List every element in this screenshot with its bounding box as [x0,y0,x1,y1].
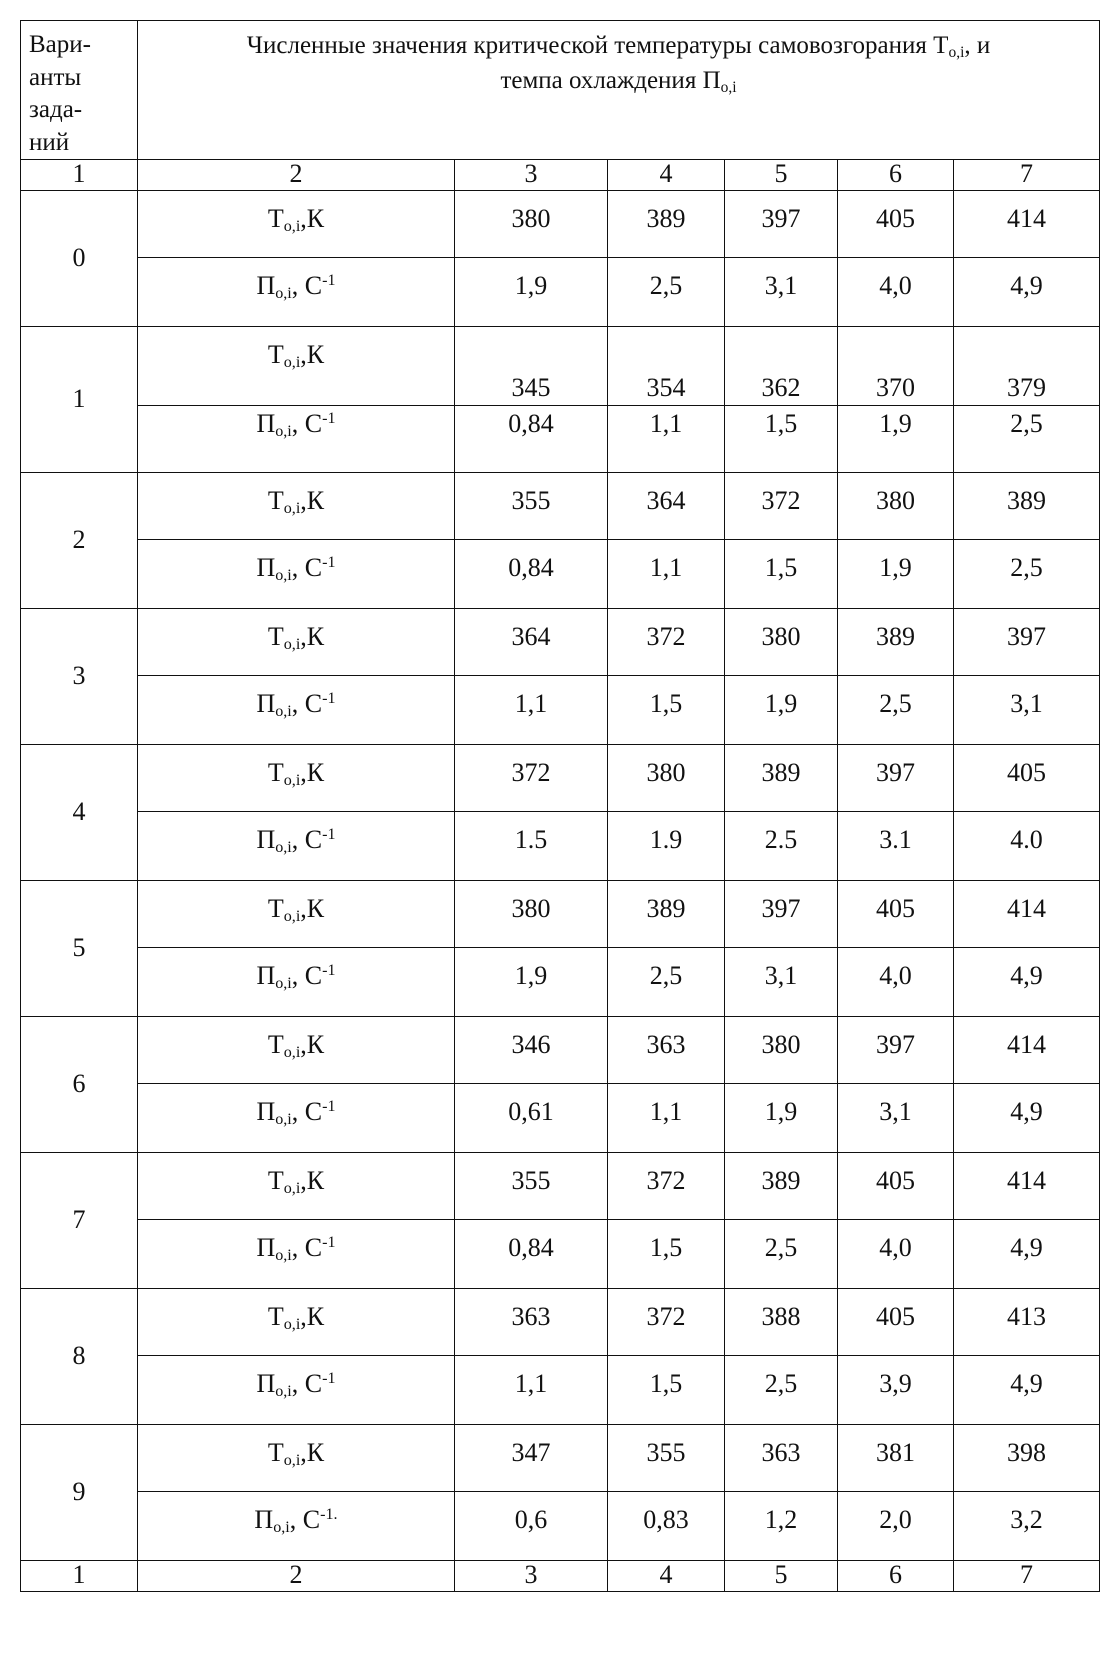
param-p-sub: o,i [273,1519,290,1537]
p-value: 4,9 [954,1220,1100,1289]
p-row [21,1084,1100,1153]
p-value: 0,61 [455,1084,608,1153]
param-p-main: П [256,271,276,300]
param-t-sub: o,i [283,354,301,372]
title-sub1: o,i [948,43,965,61]
param-p-unit: , С [289,1505,321,1534]
t-value: 372 [608,609,725,676]
table-title [138,21,1100,160]
p-value: 4,9 [954,948,1100,1017]
variants-header-text: Вари- анты зада- ний [29,31,91,156]
param-p-sup: -1 [322,410,336,428]
t-row [21,1153,1100,1220]
t-row [21,191,1100,258]
t-value: 405 [838,191,954,258]
param-p-label [138,406,455,473]
param-p-label [138,540,455,609]
param-p-unit: , С [291,271,323,300]
p-value: 1,1 [608,406,725,473]
param-p-main: П [256,1233,276,1262]
t-value: 405 [838,1289,954,1356]
p-value: 4.0 [954,812,1100,881]
param-t-main: Т [267,486,284,515]
p-value: 1,5 [725,540,838,609]
param-p-unit: , С [291,1369,323,1398]
variant-cell: 3 [21,609,138,745]
col-number: 4 [608,160,725,191]
p-value: 2,5 [838,676,954,745]
variant-cell: 6 [21,1017,138,1153]
p-value: 4,0 [838,1220,954,1289]
p-value: 4,9 [954,1356,1100,1425]
p-value: 1,9 [725,1084,838,1153]
param-t-unit: ,К [300,486,325,515]
footer-numbers-row [21,1561,1100,1592]
t-value: 398 [954,1425,1100,1492]
param-t-sub: o,i [283,1316,301,1334]
param-p-sup: -1 [322,1234,336,1252]
param-t-main: Т [267,1030,284,1059]
t-value: 381 [838,1425,954,1492]
p-value: 1,9 [838,540,954,609]
col-number: 2 [138,1561,455,1592]
param-p-unit: , С [291,1233,323,1262]
t-value: 362 [725,327,838,406]
p-value: 1,5 [608,1220,725,1289]
p-value: 2,5 [954,540,1100,609]
p-value: 4,9 [954,1084,1100,1153]
t-value: 405 [954,745,1100,812]
t-value: 405 [838,881,954,948]
col-number: 6 [838,1561,954,1592]
t-value: 372 [455,745,608,812]
t-value: 380 [725,1017,838,1084]
t-row [21,1289,1100,1356]
p-value: 1,1 [455,676,608,745]
t-row [21,609,1100,676]
param-p-sup: -1 [322,1370,336,1388]
p-value: 3,1 [725,948,838,1017]
param-p-sup: -1 [322,272,336,290]
p-row [21,540,1100,609]
param-p-sup: -1. [320,1506,338,1524]
param-p-sub: o,i [275,1383,292,1401]
t-value: 389 [954,473,1100,540]
t-value: 364 [608,473,725,540]
variant-cell: 5 [21,881,138,1017]
param-t-unit: ,К [300,758,325,787]
col-number: 1 [21,1561,138,1592]
p-value: 1.9 [608,812,725,881]
p-row [21,1220,1100,1289]
param-t-label [138,1153,455,1220]
param-p-unit: , С [291,553,323,582]
p-value: 0,84 [455,1220,608,1289]
p-value: 4,9 [954,258,1100,327]
p-row [21,948,1100,1017]
param-p-main: П [256,409,276,438]
p-value: 3,1 [838,1084,954,1153]
p-value: 1,9 [725,676,838,745]
col-number: 3 [455,1561,608,1592]
t-value: 405 [838,1153,954,1220]
param-p-label [138,1220,455,1289]
t-value: 372 [608,1289,725,1356]
t-value: 363 [608,1017,725,1084]
p-value: 3,1 [954,676,1100,745]
variant-cell: 9 [21,1425,138,1561]
param-p-sub: o,i [275,423,292,441]
param-t-unit: ,К [300,622,325,651]
p-value: 1,9 [455,258,608,327]
param-p-label [138,948,455,1017]
data-table [20,20,1100,1592]
title-line2: темпа охлаждения П [500,66,721,94]
param-p-label [138,1356,455,1425]
p-value: 1,2 [725,1492,838,1561]
t-value: 380 [838,473,954,540]
p-value: 0,84 [455,540,608,609]
t-value: 413 [954,1289,1100,1356]
col-number: 1 [21,160,138,191]
p-value: 2,5 [608,948,725,1017]
param-t-label [138,881,455,948]
p-value: 1,5 [608,1356,725,1425]
param-p-main: П [256,961,276,990]
param-p-main: П [256,1369,276,1398]
p-value: 3.1 [838,812,954,881]
col-number: 7 [954,1561,1100,1592]
t-value: 346 [455,1017,608,1084]
title-line1: Численные значения критической температуры самовозгорания Т [246,32,949,59]
param-t-sub: o,i [283,772,301,790]
param-p-sup: -1 [322,554,336,572]
t-row [21,745,1100,812]
t-value: 397 [725,191,838,258]
p-row [21,676,1100,745]
t-value: 372 [725,473,838,540]
param-t-main: Т [267,1302,284,1331]
variant-cell: 7 [21,1153,138,1289]
param-t-label [138,1425,455,1492]
p-value: 3,9 [838,1356,954,1425]
variant-cell: 4 [21,745,138,881]
param-t-unit: ,К [300,340,325,369]
param-p-sub: o,i [275,285,292,303]
t-value: 355 [455,1153,608,1220]
title-sub2: o,i [720,78,737,96]
p-row [21,812,1100,881]
param-t-main: Т [267,758,284,787]
param-t-main: Т [267,894,284,923]
param-p-sub: o,i [275,1247,292,1265]
param-p-unit: , С [291,689,323,718]
t-value: 380 [455,881,608,948]
param-p-main: П [256,689,276,718]
col-number: 6 [838,160,954,191]
p-value: 1,5 [608,676,725,745]
p-value: 1,9 [838,406,954,473]
t-value: 389 [725,745,838,812]
t-value: 380 [455,191,608,258]
param-t-label [138,191,455,258]
param-t-label [138,1289,455,1356]
p-value: 1,1 [608,1084,725,1153]
param-t-unit: ,К [300,1030,325,1059]
t-value: 379 [954,327,1100,406]
t-value: 414 [954,1153,1100,1220]
param-p-main: П [256,825,276,854]
param-t-unit: ,К [300,1302,325,1331]
t-value: 347 [455,1425,608,1492]
param-p-sub: o,i [275,1111,292,1129]
param-p-sub: o,i [275,839,292,857]
t-value: 397 [725,881,838,948]
param-t-sub: o,i [283,636,301,654]
t-value: 355 [455,473,608,540]
p-value: 4,0 [838,948,954,1017]
param-t-label [138,327,455,406]
p-row [21,406,1100,473]
param-t-sub: o,i [283,1180,301,1198]
param-p-sup: -1 [322,962,336,980]
param-p-label [138,1084,455,1153]
t-value: 363 [455,1289,608,1356]
param-p-unit: , С [291,825,323,854]
t-value: 389 [725,1153,838,1220]
p-value: 2,5 [725,1220,838,1289]
param-t-main: Т [267,1166,284,1195]
t-row [21,881,1100,948]
param-t-unit: ,К [300,1438,325,1467]
p-value: 2,5 [725,1356,838,1425]
variant-cell: 1 [21,327,138,473]
param-t-label [138,1017,455,1084]
param-p-label [138,1492,455,1561]
param-t-sub: o,i [283,500,301,518]
p-value: 2,0 [838,1492,954,1561]
p-value: 1,9 [455,948,608,1017]
p-value: 1,5 [725,406,838,473]
param-p-sub: o,i [275,567,292,585]
t-value: 397 [838,745,954,812]
p-value: 1,1 [608,540,725,609]
p-value: 4,0 [838,258,954,327]
param-p-unit: , С [291,961,323,990]
param-t-main: Т [267,204,284,233]
param-p-main: П [256,1097,276,1126]
param-p-label [138,812,455,881]
col-number: 5 [725,160,838,191]
p-value: 3,1 [725,258,838,327]
t-row [21,473,1100,540]
t-value: 389 [608,191,725,258]
param-p-main: П [256,553,276,582]
title-line1-end: , и [964,32,991,59]
col-number: 3 [455,160,608,191]
param-t-unit: ,К [300,1166,325,1195]
param-p-main: П [254,1505,274,1534]
param-p-sup: -1 [322,826,336,844]
variants-header [21,21,138,160]
p-value: 1,1 [455,1356,608,1425]
t-value: 414 [954,191,1100,258]
param-t-main: Т [267,622,284,651]
param-p-unit: , С [291,1097,323,1126]
t-value: 388 [725,1289,838,1356]
param-t-sub: o,i [283,218,301,236]
variant-cell: 8 [21,1289,138,1425]
p-value: 0,84 [455,406,608,473]
p-value: 0,83 [608,1492,725,1561]
variant-cell: 0 [21,191,138,327]
t-value: 355 [608,1425,725,1492]
param-p-label [138,258,455,327]
param-p-sup: -1 [322,690,336,708]
p-value: 3,2 [954,1492,1100,1561]
param-p-sup: -1 [322,1098,336,1116]
param-t-main: Т [267,1438,284,1467]
t-row [21,1425,1100,1492]
param-p-sub: o,i [275,703,292,721]
p-value: 2.5 [725,812,838,881]
param-t-main: Т [267,340,284,369]
p-value: 1.5 [455,812,608,881]
column-numbers-row [21,160,1100,191]
col-number: 7 [954,160,1100,191]
p-value: 2,5 [954,406,1100,473]
t-value: 364 [455,609,608,676]
header-row [21,21,1100,160]
t-value: 414 [954,1017,1100,1084]
param-p-sub: o,i [275,975,292,993]
t-value: 389 [838,609,954,676]
p-row [21,1492,1100,1561]
p-value: 0,6 [455,1492,608,1561]
t-value: 372 [608,1153,725,1220]
col-number: 4 [608,1561,725,1592]
param-t-label [138,745,455,812]
t-row [21,327,1100,406]
param-t-unit: ,К [300,894,325,923]
param-p-unit: , С [291,409,323,438]
p-value: 2,5 [608,258,725,327]
param-p-label [138,676,455,745]
t-value: 397 [838,1017,954,1084]
param-t-label [138,609,455,676]
col-number: 2 [138,160,455,191]
t-value: 414 [954,881,1100,948]
t-value: 397 [954,609,1100,676]
t-value: 354 [608,327,725,406]
t-value: 363 [725,1425,838,1492]
t-value: 389 [608,881,725,948]
col-number: 5 [725,1561,838,1592]
p-row [21,258,1100,327]
t-row [21,1017,1100,1084]
variant-cell: 2 [21,473,138,609]
t-value: 345 [455,327,608,406]
param-t-sub: o,i [283,1044,301,1062]
t-value: 380 [725,609,838,676]
param-t-sub: o,i [283,908,301,926]
t-value: 370 [838,327,954,406]
param-t-sub: o,i [283,1452,301,1470]
p-row [21,1356,1100,1425]
param-t-label [138,473,455,540]
t-value: 380 [608,745,725,812]
param-t-unit: ,К [300,204,325,233]
